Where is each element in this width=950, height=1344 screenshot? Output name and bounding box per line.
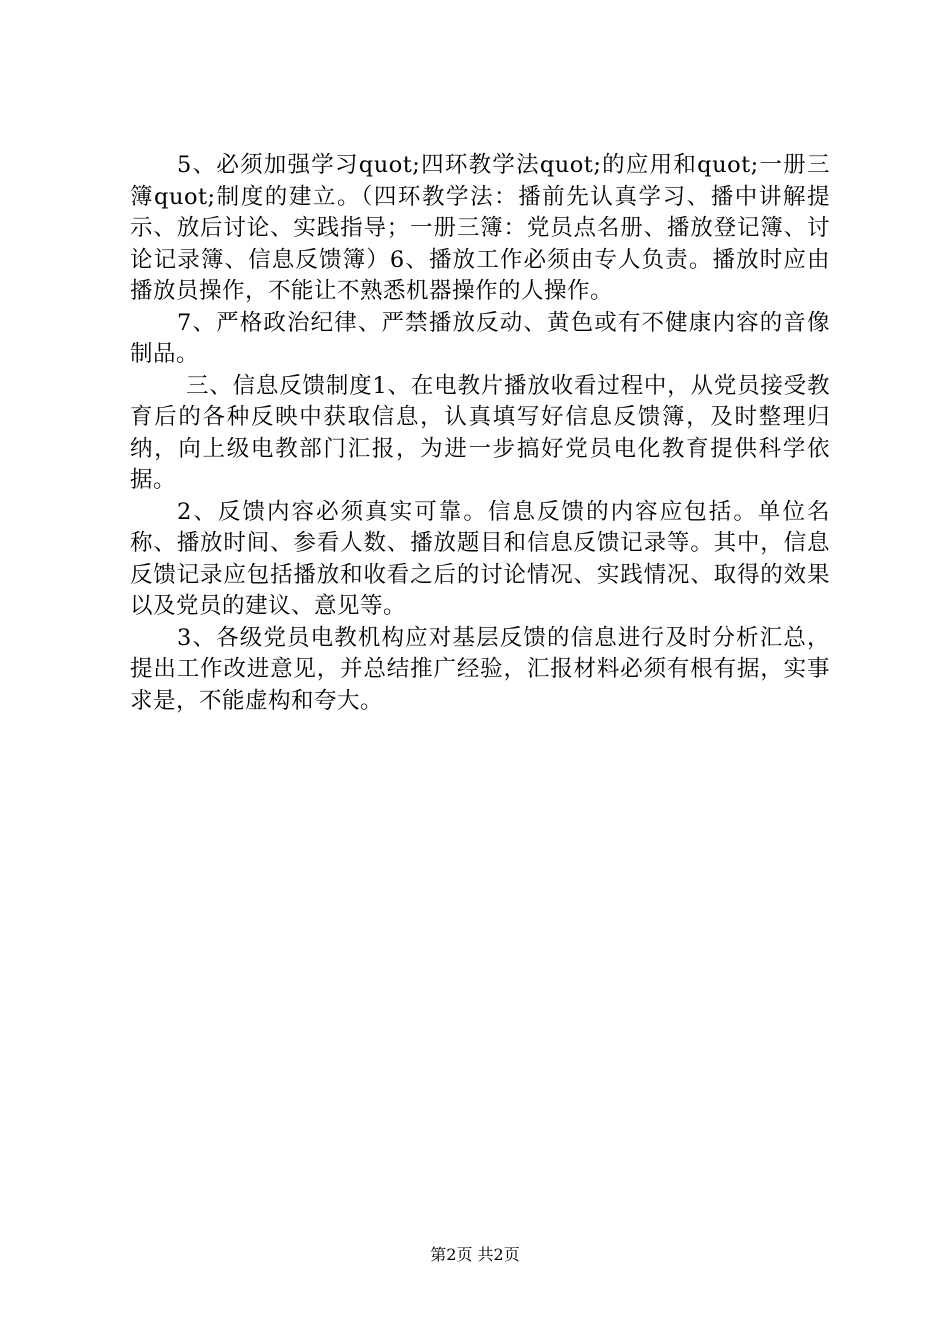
paragraph-feedback-system: 三、信息反馈制度1、在电教片播放收看过程中，从党员接受教育后的各种反映中获取信息，认真填写好信息反馈簿，及时整理归纳，向上级电教部门汇报，为进一步搞好党员电化教育提供科学依据。 <box>130 372 830 493</box>
document-body <box>130 150 830 717</box>
paragraph-rule-7: 7、严格政治纪律、严禁播放反动、黄色或有不健康内容的音像制品。 <box>130 309 830 367</box>
page-number-footer: 第2页 共2页 <box>430 1245 520 1264</box>
paragraph-rule-5-6: 5、必须加强学习quot;四环教学法quot;的应用和quot;一册三簿quot;制度的建立。（四环教学法：播前先认真学习、播中讲解提示、放后讨论、实践指导；一册三簿：党员点名册、播放登记簿、讨论记录簿、信息反馈簿）6、播放工作必须由专人负责。播放时应由播放员操作，不能让不熟悉机器操作的人操作。 <box>130 152 830 304</box>
paragraph-feedback-analysis: 3、各级党员电教机构应对基层反馈的信息进行及时分析汇总，提出工作改进意见，并总结推广经验，汇报材料必须有根有据，实事求是，不能虚构和夸大。 <box>130 624 830 714</box>
paragraph-feedback-content: 2、反馈内容必须真实可靠。信息反馈的内容应包括。单位名称、播放时间、参看人数、播放题目和信息反馈记录等。其中，信息反馈记录应包括播放和收看之后的讨论情况、实践情况、取得的效果以及党员的建议、意见等。 <box>130 498 830 619</box>
